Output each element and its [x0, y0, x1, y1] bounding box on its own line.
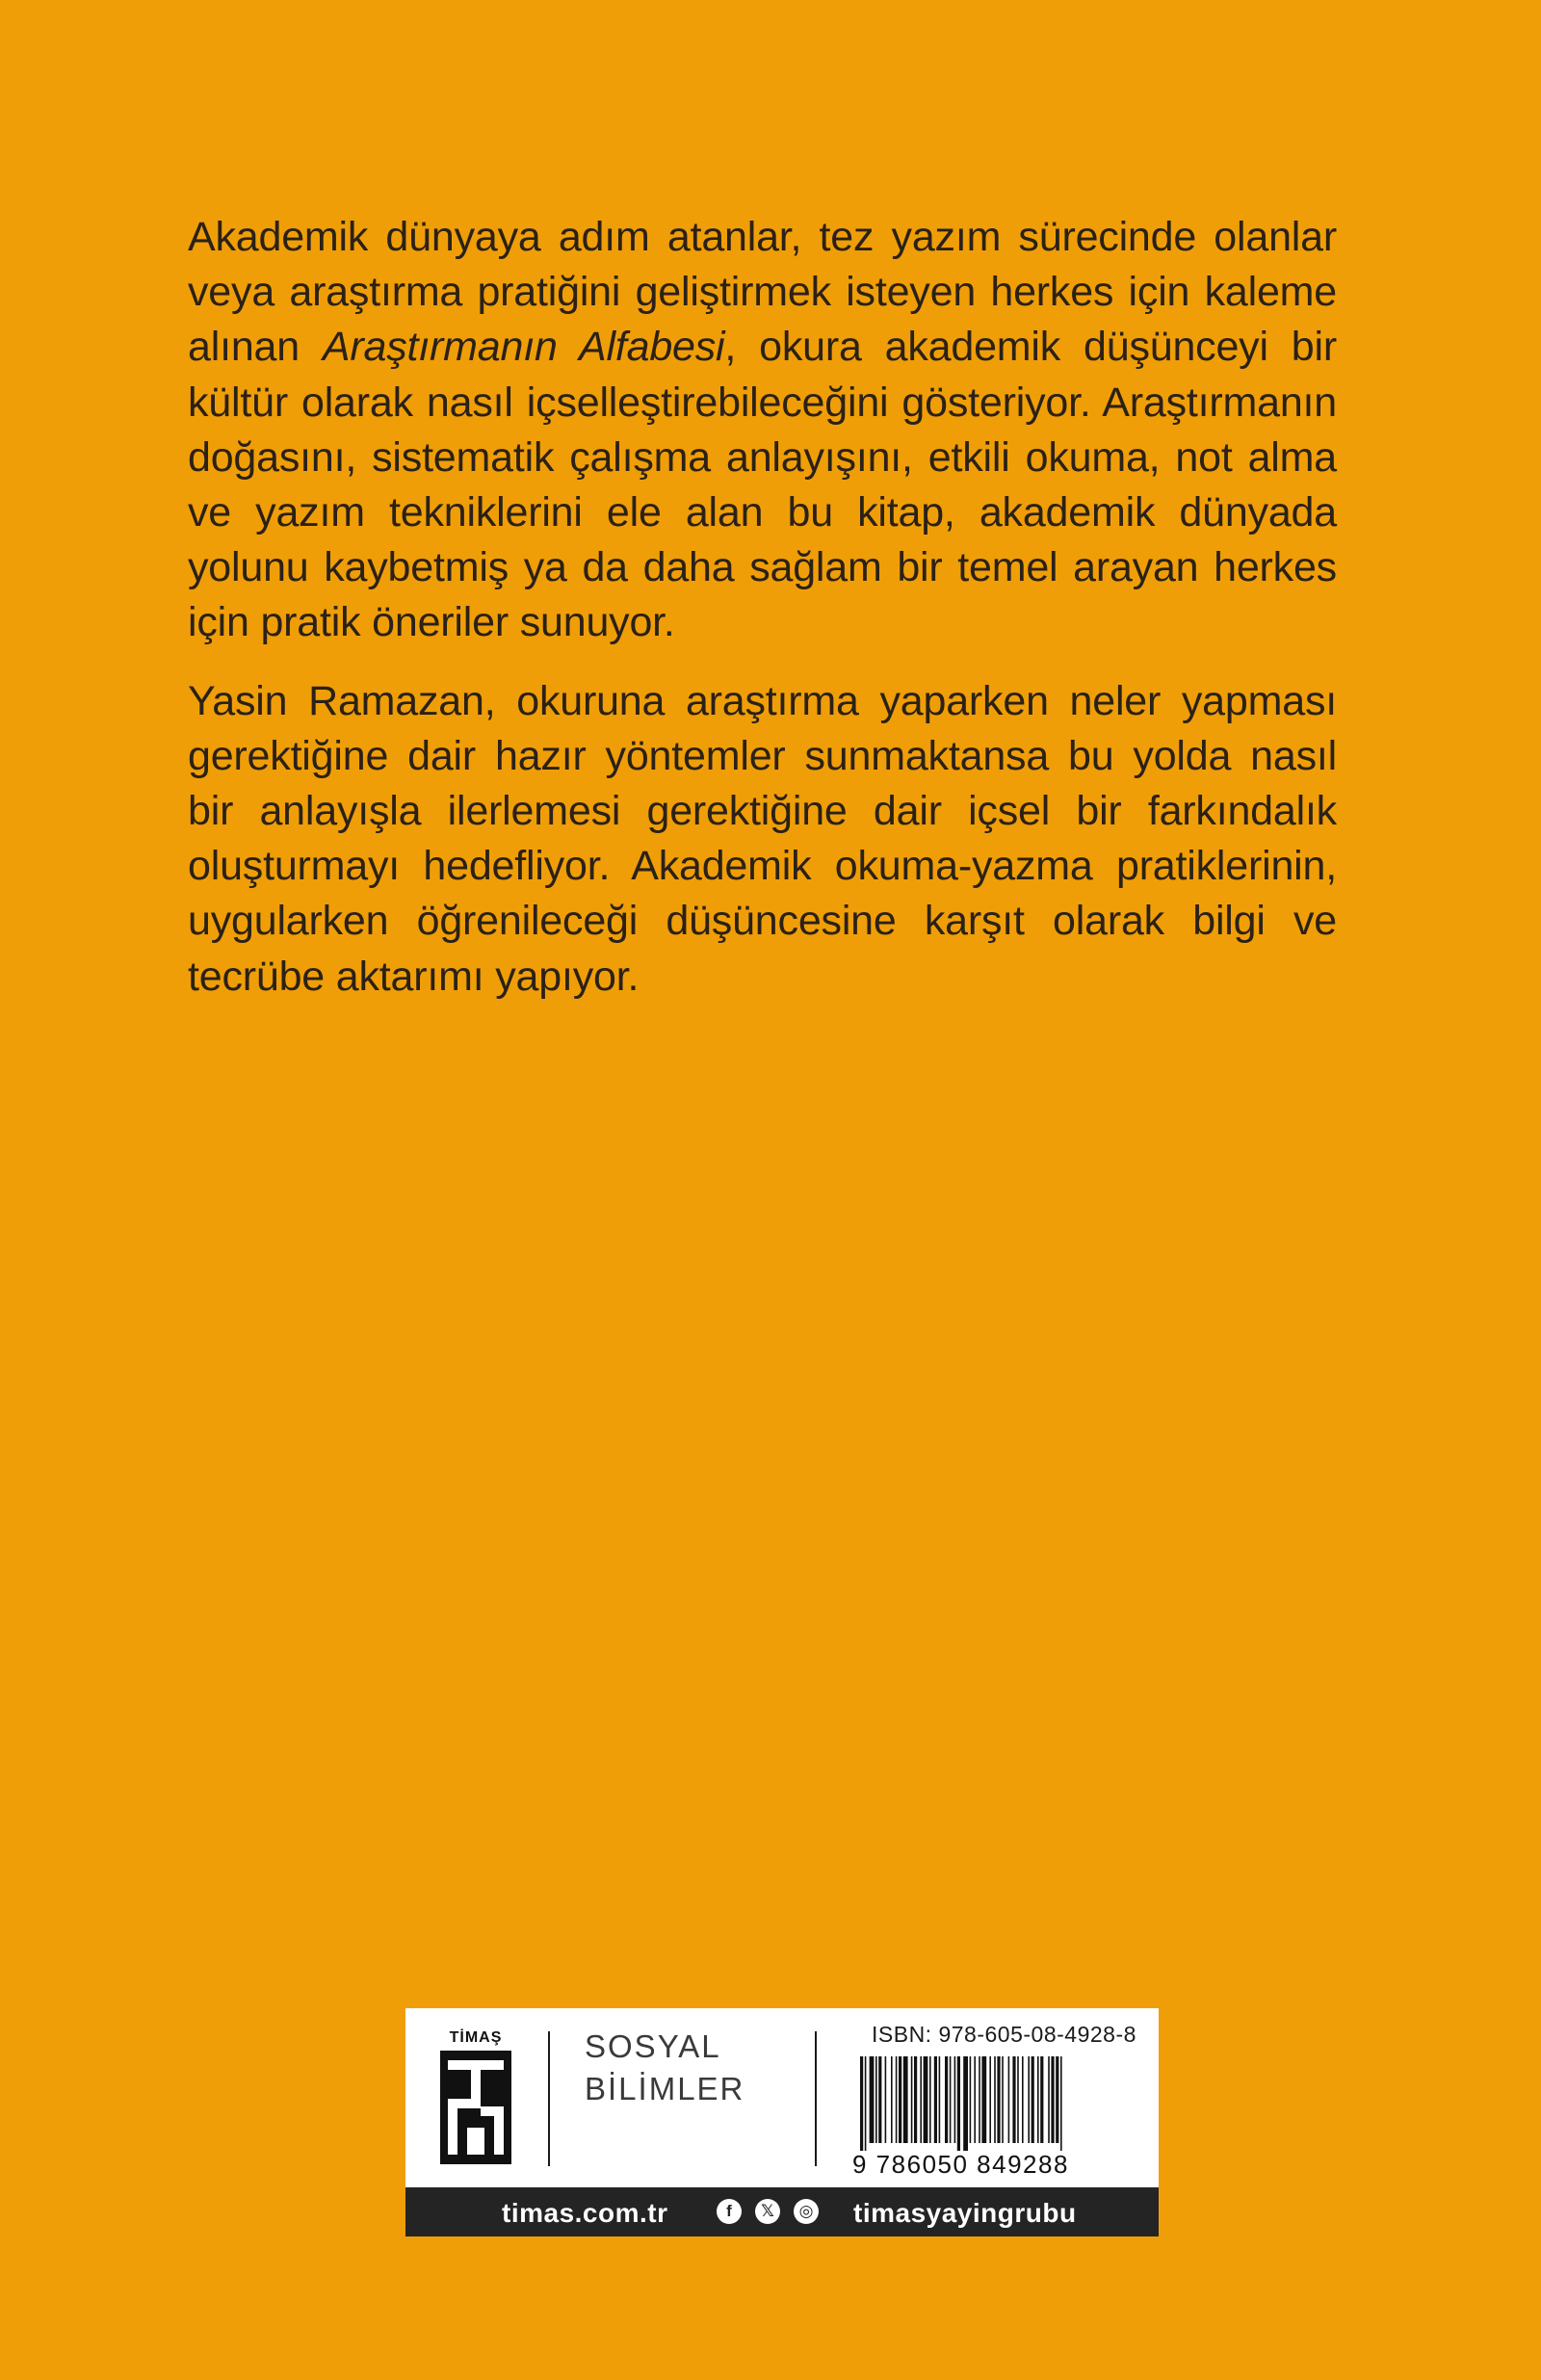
barcode-bar: [997, 2056, 1000, 2143]
barcode-bar: [914, 2056, 917, 2143]
barcode-bar: [957, 2056, 960, 2151]
barcode-bar: [979, 2056, 980, 2143]
barcode: [856, 2056, 1136, 2151]
instagram-icon[interactable]: ◎: [794, 2199, 819, 2224]
category-line-2: BİLİMLER: [585, 2071, 745, 2106]
footer-bar: [405, 2187, 1159, 2236]
barcode-bar: [1028, 2056, 1030, 2143]
barcode-bar: [1056, 2056, 1058, 2143]
barcode-bar: [924, 2056, 928, 2143]
barcode-bar: [920, 2056, 922, 2143]
barcode-bar: [945, 2056, 948, 2143]
barcode-bar: [989, 2056, 991, 2143]
barcode-bar: [1008, 2056, 1010, 2143]
barcode-bar: [1017, 2056, 1019, 2143]
barcode-bar: [950, 2056, 952, 2143]
barcode-bar: [1060, 2056, 1062, 2151]
back-cover-blurb: [188, 210, 1337, 1028]
barcode-bar: [1032, 2056, 1034, 2143]
barcode-bar: [860, 2056, 863, 2151]
barcode-bar: [981, 2056, 986, 2143]
barcode-bar: [963, 2056, 968, 2151]
category-label: [585, 2026, 744, 2110]
category-line-1: SOSYAL: [585, 2028, 721, 2064]
x-icon[interactable]: 𝕏: [755, 2199, 780, 2224]
barcode-bar: [1037, 2056, 1039, 2143]
barcode-bar: [954, 2056, 956, 2143]
timas-logo: [440, 2029, 511, 2166]
barcode-bar: [911, 2056, 913, 2143]
website-link[interactable]: timas.com.tr: [502, 2198, 668, 2228]
blurb-p1-start: Akademik dünyaya adım atanlar, tez yazım sürecinde olanlar veya araştırma pratiğini geliştirmek isteyen herkes için kaleme alınan: [188, 214, 1337, 371]
info-box-top-row: [405, 2008, 1159, 2187]
barcode-bar: [1002, 2056, 1004, 2143]
facebook-icon[interactable]: f: [717, 2199, 742, 2224]
blurb-paragraph-2: Yasin Ramazan, okuruna araştırma yaparken neler yapması gerektiğine dair hazır yöntemler sunmaktansa bu yolda nasıl bir anlayışla ilerlemesi gerektiğine dair içsel bir farkındalık oluşturmayı hedefliyor. Akademik okuma-yazma pratiklerinin, uygularken öğrenileceği düşüncesine karşıt olarak bilgi ve tecrübe aktarımı yapıyor.: [188, 677, 1337, 1000]
barcode-bar: [974, 2056, 976, 2143]
barcode-bar: [891, 2056, 893, 2143]
barcode-bar: [896, 2056, 898, 2143]
barcode-number: 9 786050 849288: [852, 2150, 1069, 2179]
blurb-p1-end: , okura akademik düşünceyi bir kültür olarak nasıl içselleştirebileceğini gösteriyor. Araştırmanın doğasını, sistematik çalışma anlayışını, etkili okuma, not alma ve yazım tekniklerini ele alan bu kitap, akademik dünyada yolunu kaybetmiş ya da daha sağlam bir temel arayan herkes için pratik öneriler sunuyor.: [188, 324, 1337, 646]
separator-line: [815, 2031, 817, 2166]
barcode-bar: [885, 2056, 887, 2143]
barcode-bar: [875, 2056, 877, 2143]
barcode-bar: [1051, 2056, 1054, 2143]
social-handle[interactable]: timasyayingrubu: [853, 2198, 1077, 2228]
barcode-bar: [865, 2056, 867, 2151]
blurb-paragraph-1: [188, 210, 1337, 651]
book-title: Araştırmanın Alfabesi: [322, 324, 725, 371]
barcode-bar: [994, 2056, 996, 2143]
timas-logo-icon: [440, 2051, 511, 2164]
barcode-bar: [878, 2056, 881, 2143]
barcode-bar: [903, 2056, 908, 2143]
barcode-bar: [970, 2056, 972, 2143]
logo-wordmark: TİMAŞ: [449, 2029, 503, 2046]
barcode-bar: [929, 2056, 931, 2143]
barcode-bar: [1040, 2056, 1043, 2143]
barcode-bar: [870, 2056, 875, 2143]
barcode-bar: [899, 2056, 901, 2143]
barcode-bar: [1022, 2056, 1024, 2143]
isbn-label: ISBN: 978-605-08-4928-8: [872, 2022, 1136, 2047]
barcode-bar: [1048, 2056, 1050, 2143]
barcode-bar: [939, 2056, 941, 2143]
barcode-bar: [934, 2056, 937, 2143]
publisher-info-box: [405, 2008, 1159, 2236]
separator-line: [548, 2031, 550, 2166]
barcode-bar: [1012, 2056, 1015, 2143]
